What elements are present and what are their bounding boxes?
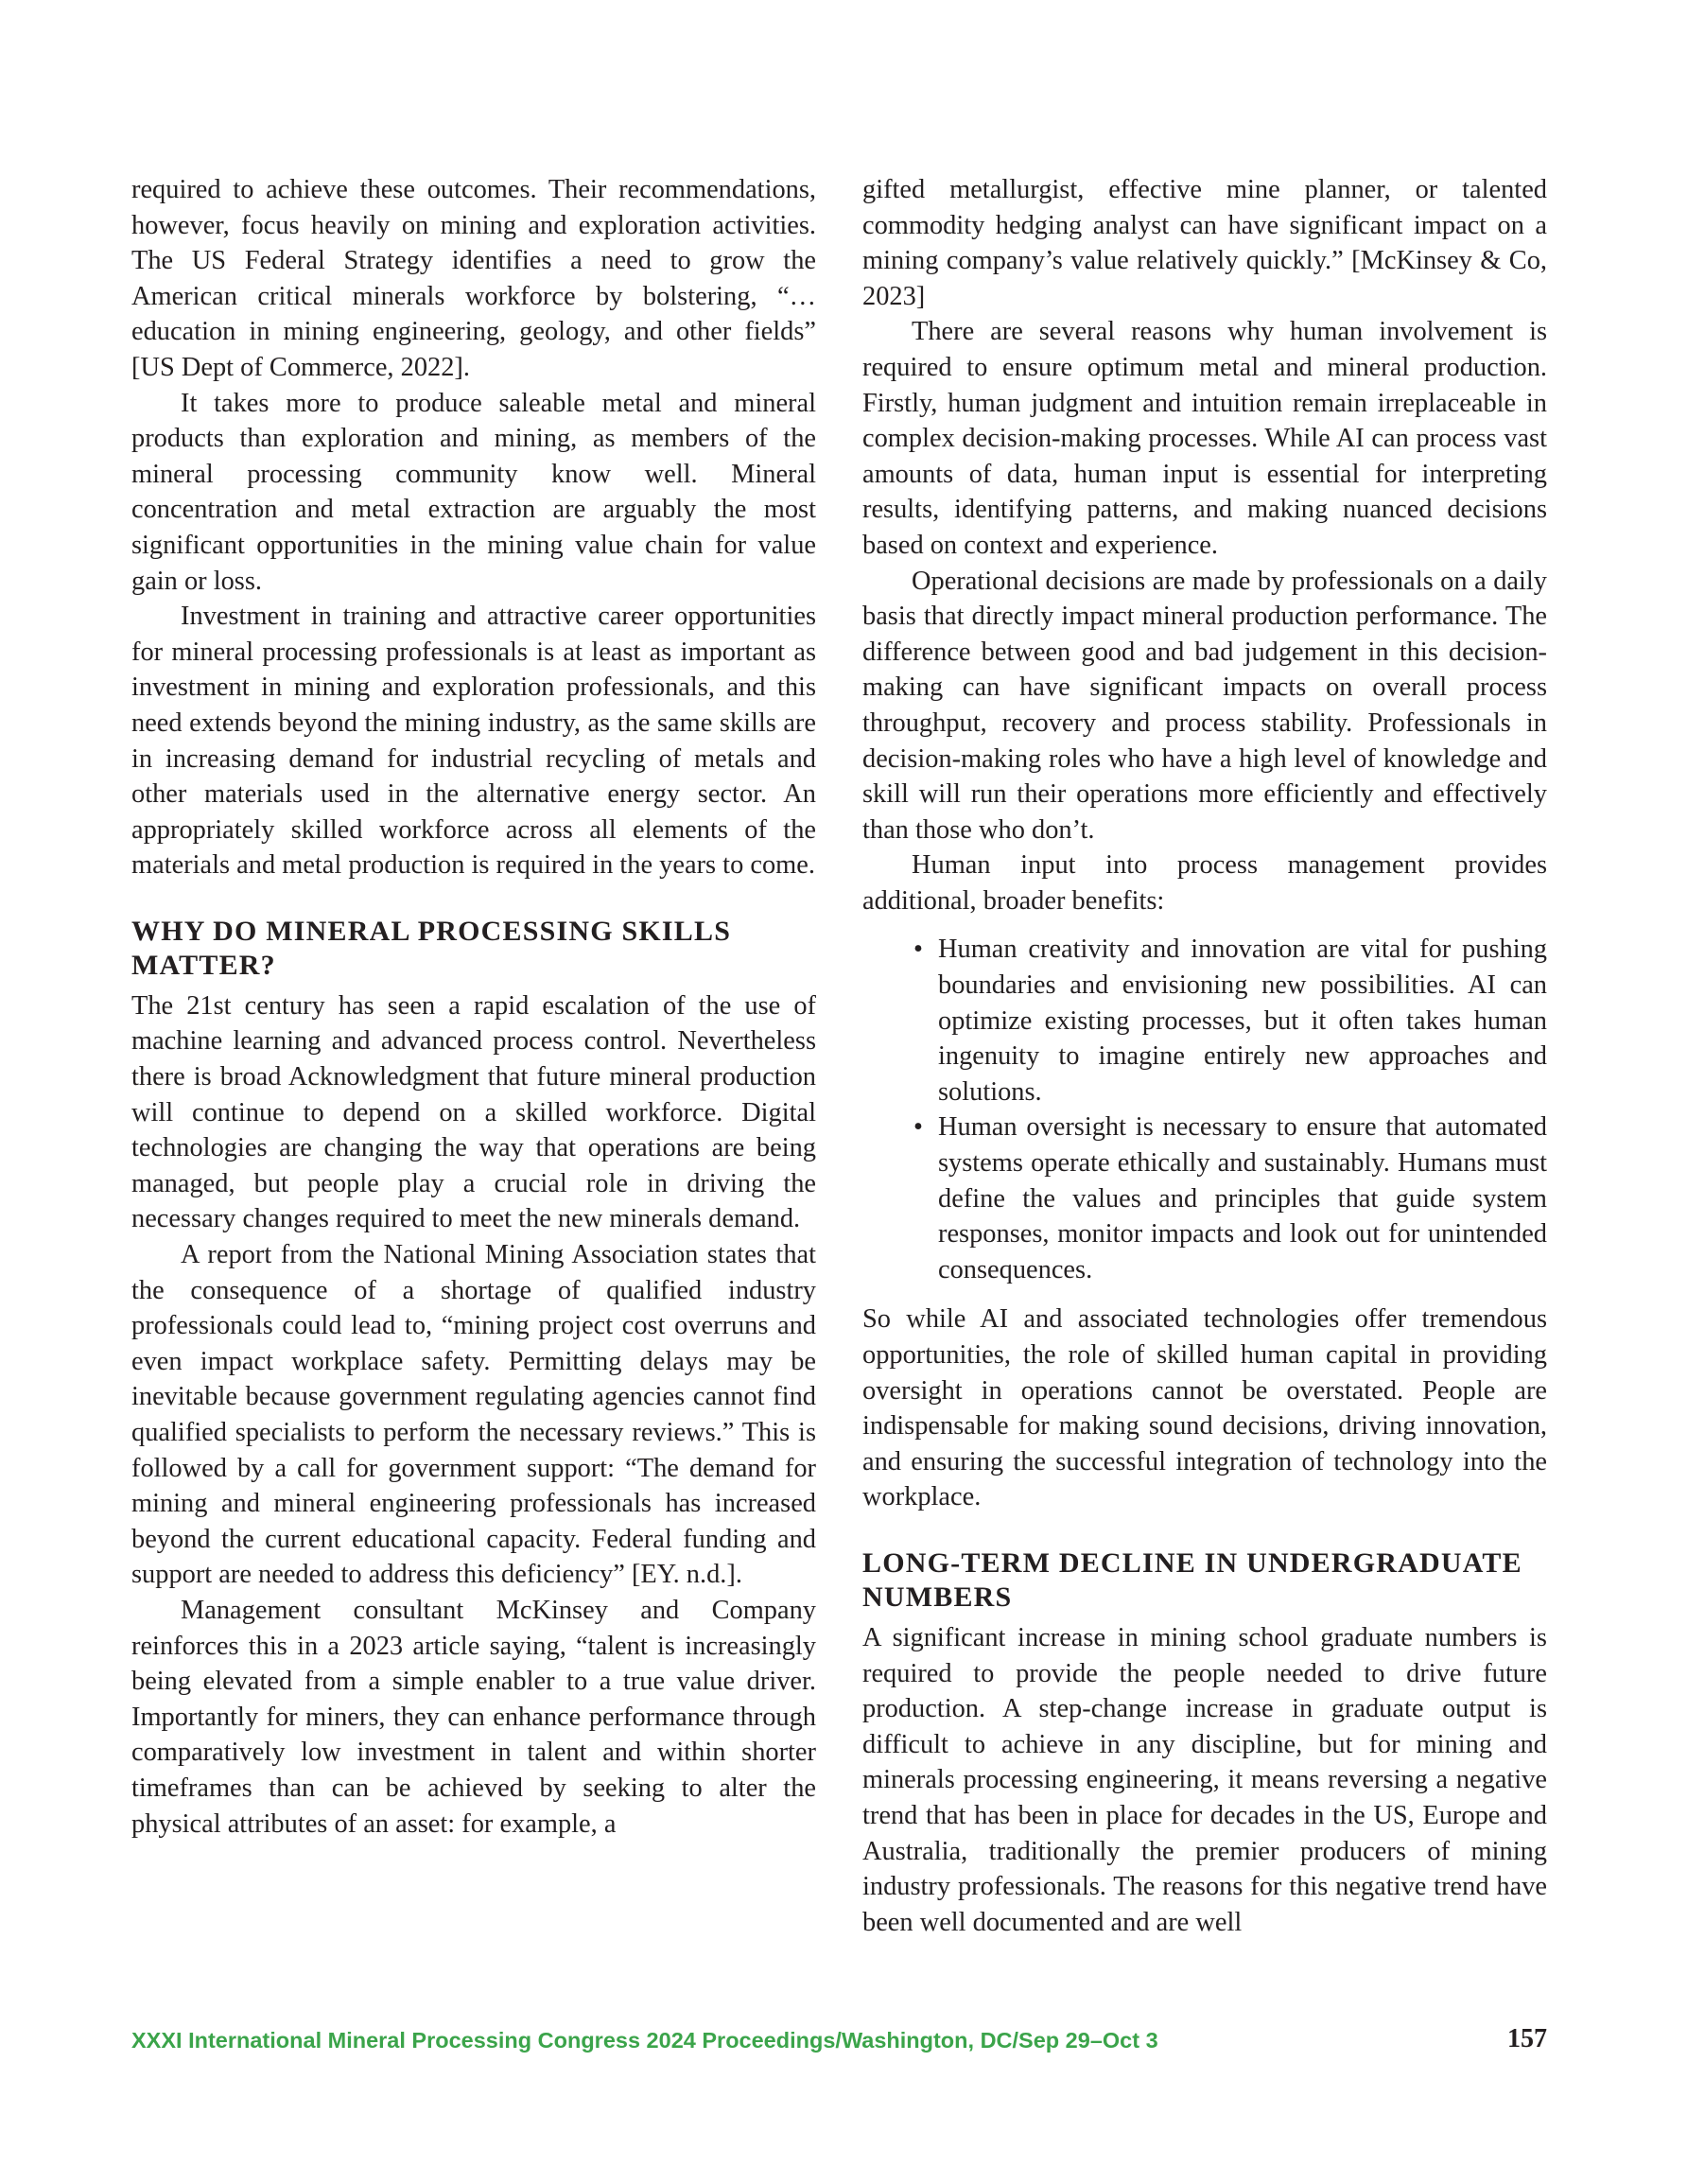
- footer-conference-title: XXXI International Mineral Processing Congress 2024 Proceedings/Washington, DC/Sep 29–Oct 3: [131, 2028, 1158, 2053]
- paragraph: Management consultant McKinsey and Company reinforces this in a 2023 article saying, “talent is increasingly being elevated from a simple enabler to a true value driver. Importantly for miners, they can enhance performance through comparatively low investment in talent and within shorter timeframes than can be achieved by seeking to alter the physical attributes of an asset: for example, a: [131, 1595, 816, 1839]
- list-item: [913, 1109, 1547, 1287]
- paragraph: A report from the National Mining Association states that the consequence of a shortage of qualified industry professionals could lead to, “mining project cost overruns and even impact workplace safety. Permitting delays may be inevitable because government regulating agencies cannot find qualified specialists to perform the necessary reviews.” This is followed by a call for government support: “The demand for mining and mineral engineering professionals has increased beyond the current educational capacity. Federal funding and support are needed to address this deficiency” [EY. n.d.].: [131, 1240, 816, 1590]
- bullet-icon: •: [913, 935, 923, 965]
- list-item-text: Human oversight is necessary to ensure that automated systems operate ethically and sustainably. Humans must define the values and principles that guide system responses, monitor impacts and look out for unintended consequences.: [938, 1112, 1547, 1284]
- page-footer: [131, 2024, 1547, 2062]
- paragraph: So while AI and associated technologies offer tremendous opportunities, the role of skilled human capital in providing oversight in operations cannot be overstated. People are indispensable for making sound decisions, driving innovation, and ensuring the successful integration of technology into the workplace.: [862, 1304, 1547, 1512]
- page-number: 157: [1507, 2024, 1547, 2053]
- left-column: [131, 172, 816, 1842]
- bullet-icon: •: [913, 1112, 923, 1143]
- paragraph: Investment in training and attractive career opportunities for mineral processing professionals is at least as important as investment in mining and exploration professionals, and this need extends beyond the mining industry, as the same skills are in increasing demand for industrial recycling of metals and other materials used in the alternative energy sector. An appropriately skilled workforce across all elements of the materials and metal production is required in the years to come.: [131, 602, 816, 881]
- list-item-text: Human creativity and innovation are vital for pushing boundaries and envisioning new possibilities. AI can optimize existing processes, but it often takes human ingenuity to imagine entirely new approaches and solutions.: [938, 935, 1547, 1107]
- paragraph: required to achieve these outcomes. Their recommendations, however, focus heavily on mining and exploration activities. The US Federal Strategy identifies a need to grow the American critical minerals workforce by bolstering, “…education in mining engineering, geology, and other fields” [US Dept of Commerce, 2022].: [131, 175, 816, 382]
- paragraph: There are several reasons why human involvement is required to ensure optimum metal and mineral production. Firstly, human judgment and intuition remain irreplaceable in complex decision-making processes. While AI can process vast amounts of data, human input is essential for interpreting results, identifying patterns, and making nuanced decisions based on context and experience.: [862, 317, 1547, 560]
- paragraph: The 21st century has seen a rapid escalation of the use of machine learning and advanced process control. Nevertheless there is broad Acknowledgment that future mineral production will continue to depend on a skilled workforce. Digital technologies are changing the way that operations are being managed, but people play a crucial role in driving the necessary changes required to meet the new minerals demand.: [131, 990, 816, 1234]
- bullet-list: [862, 932, 1547, 1287]
- paragraph: Human input into process management provides additional, broader benefits:: [862, 850, 1547, 916]
- list-item: [913, 932, 1547, 1109]
- section-heading: WHY DO MINERAL PROCESSING SKILLS MATTER?: [131, 915, 732, 981]
- right-column: [862, 172, 1547, 1940]
- paragraph: gifted metallurgist, effective mine planner, or talented commodity hedging analyst can have significant impact on a mining company’s value relatively quickly.” [McKinsey & Co, 2023]: [862, 175, 1547, 311]
- paragraph: It takes more to produce saleable metal and mineral products than exploration and mining, as members of the mineral processing community know well. Mineral concentration and metal extraction are arguably the most significant opportunities in the mining value chain for value gain or loss.: [131, 388, 816, 596]
- section-heading: LONG-TERM DECLINE IN UNDERGRADUATE NUMBERS: [862, 1546, 1522, 1613]
- paragraph: A significant increase in mining school graduate numbers is required to provide the people needed to drive future production. A step-change increase in graduate output is difficult to achieve in any discipline, but for mining and minerals processing engineering, it means reversing a negative trend that has been in place for decades in the US, Europe and Australia, traditionally the premier producers of mining industry professionals. The reasons for this negative trend have been well documented and are well: [862, 1622, 1547, 1937]
- paragraph: Operational decisions are made by professionals on a daily basis that directly impact mineral production performance. The difference between good and bad judgement in this decision-making can have significant impacts on overall process throughput, recovery and process stability. Professionals in decision-making roles who have a high level of knowledge and skill will run their operations more efficiently and effectively than those who don’t.: [862, 566, 1547, 845]
